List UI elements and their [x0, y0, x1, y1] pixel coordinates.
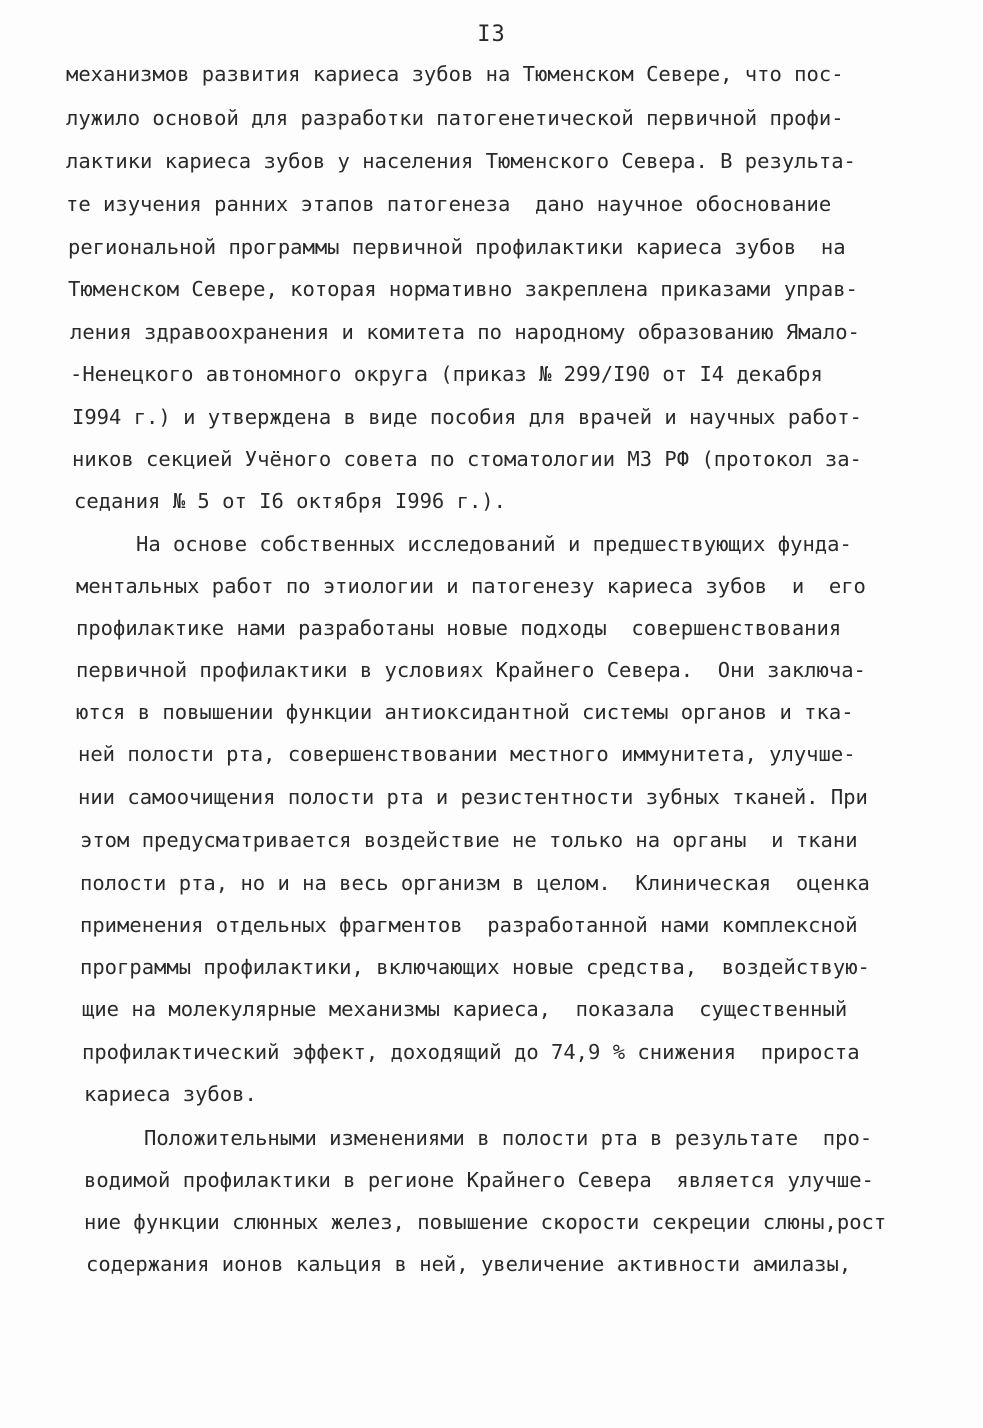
- text-line: первичной профилактики в условиях Крайнего Севера. Они заключа-: [76, 658, 866, 682]
- text-line: ются в повышении функции антиоксидантной системы органов и тка-: [76, 700, 854, 724]
- text-line: кариеса зубов.: [84, 1082, 257, 1106]
- text-line: этом предусматривается воздействие не только на органы и ткани: [80, 828, 858, 852]
- text-line: ней полости рта, совершенствовании местного иммунитета, улучше-: [78, 742, 856, 766]
- text-line: седания № 5 от I6 октября I996 г.).: [74, 489, 506, 513]
- text-line: ние функции слюнных желез, повышение скорости секреции слюны,рост: [84, 1210, 887, 1234]
- text-line: лактики кариеса зубов у населения Тюменского Севера. В результа-: [66, 149, 856, 173]
- page-number: I3: [477, 22, 506, 47]
- text-line: те изучения ранних этапов патогенеза дано научное обоснование: [66, 192, 832, 216]
- text-line: полости рта, но и на весь организм в целом. Клиническая оценка: [80, 871, 870, 895]
- text-line: механизмов развития кариеса зубов на Тюменском Севере, что пос-: [66, 62, 844, 86]
- text-line: применения отдельных фрагментов разработанной нами комплексной: [80, 913, 858, 937]
- text-line: программы профилактики, включающих новые средства, воздействую-: [80, 955, 870, 979]
- text-line: Тюменском Севере, которая нормативно закреплена приказами управ-: [68, 277, 858, 301]
- text-line: содержания ионов кальция в ней, увеличение активности амилазы,: [86, 1252, 852, 1276]
- text-line: профилактический эффект, доходящий до 74,9 % снижения прироста: [82, 1040, 860, 1064]
- text-line: ления здравоохранения и комитета по народному образованию Ямало-: [70, 320, 860, 344]
- text-line: водимой профилактики в регионе Крайнего Севера является улучше-: [84, 1168, 874, 1192]
- text-line: нии самоочищения полости рта и резистентности зубных тканей. При: [78, 785, 868, 809]
- text-line: ников секцией Учёного совета по стоматологии МЗ РФ (протокол за-: [72, 447, 862, 471]
- text-line: I994 г.) и утверждена в виде пособия для врачей и научных работ-: [72, 405, 862, 429]
- text-line: региональной программы первичной профилактики кариеса зубов на: [68, 235, 846, 259]
- paragraph-first-line: На основе собственных исследований и предшествующих фунда-: [136, 532, 852, 556]
- paragraph-first-line: Положительными изменениями в полости рта в результате про-: [144, 1126, 873, 1150]
- text-line: -Ненецкого автономного округа (приказ № 299/I90 от I4 декабря: [70, 362, 823, 386]
- text-line: лужило основой для разработки патогенетической первичной профи-: [66, 106, 844, 130]
- text-line: щие на молекулярные механизмы кариеса, показала существенный: [82, 997, 848, 1021]
- text-line: ментальных работ по этиологии и патогенезу кариеса зубов и его: [76, 574, 866, 598]
- text-line: профилактике нами разработаны новые подходы совершенствования: [76, 616, 842, 640]
